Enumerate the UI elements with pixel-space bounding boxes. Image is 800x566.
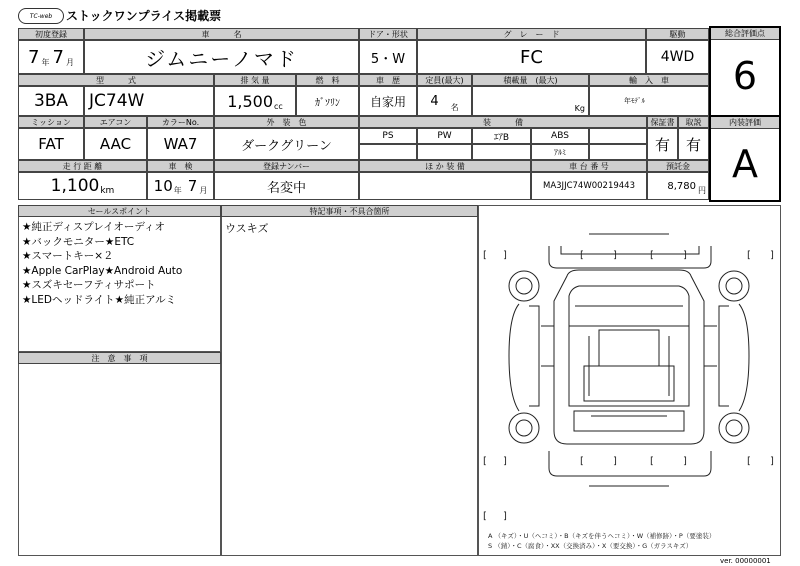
equipment-cell: ｴｱB: [472, 128, 531, 144]
mileage-unit: km: [100, 186, 115, 196]
bracket-label: [: [650, 250, 654, 261]
damage-legend-line-2: S （錆）・C（腐食）・XX（交換済み）・X（要交換）・G（ガラスキズ）: [488, 542, 693, 550]
doors-value: 5・W: [359, 40, 417, 74]
bracket-label: ]: [503, 456, 507, 467]
notes-panel: [221, 205, 478, 556]
label-mission: ミッション: [18, 116, 84, 128]
sales-point-item: ★スズキセーフティサポート: [22, 279, 156, 291]
first-reg-month: 7: [52, 46, 64, 68]
bracket-label: ]: [683, 456, 687, 467]
sales-point-item: ★純正ディスプレイオーディオ: [22, 221, 165, 233]
equipment-cell: [589, 144, 647, 160]
label-overall-rating: 総合評価点: [711, 28, 779, 40]
deposit-number: 8,780: [667, 180, 696, 192]
label-drive: 駆動: [646, 28, 709, 40]
sales-point-item: ★スマートキー×２: [22, 250, 114, 262]
inspection-year-unit: 年: [173, 186, 182, 195]
first-reg-value: [18, 40, 84, 74]
equipment-cell: PS: [359, 128, 417, 144]
overall-rating-value: 6: [732, 54, 758, 98]
bracket-label: [: [483, 511, 487, 522]
first-reg-year: 7: [28, 46, 40, 68]
bracket-label: [: [483, 250, 487, 261]
inspection-month: 7: [187, 177, 198, 195]
mileage-value: [18, 172, 147, 200]
equipment-cell: PW: [417, 128, 472, 144]
inspection-month-unit: 月: [199, 186, 208, 195]
equipment-cell: ABS: [531, 128, 589, 144]
bracket-label: [: [580, 456, 584, 467]
label-reg-number: 登録ナンバー: [214, 160, 359, 172]
label-fuel: 燃 料: [296, 74, 359, 86]
displacement-number: 1,500: [227, 91, 273, 111]
label-exterior-color: 外 装 色: [214, 116, 359, 128]
capacity-value: [417, 86, 472, 116]
model-prefix-value: 3BA: [18, 86, 84, 116]
car-name-value: ジムニーノマド: [84, 40, 359, 74]
caution-title: 注 意 事 項: [18, 352, 221, 364]
equipment-cell: [359, 144, 417, 160]
label-chassis: 車 台 番 号: [531, 160, 647, 172]
label-displacement: 排 気 量: [214, 74, 296, 86]
sales-points-title: セールスポイント: [18, 205, 221, 217]
damage-legend-line-1: A （キズ）・U（ヘコミ）・B（キズを伴うヘコミ）・W（補修跡）・P（要塗装）: [488, 532, 716, 540]
logo: TC-web: [18, 8, 64, 24]
sales-point-item: ★LEDヘッドライト★純正アルミ: [22, 293, 177, 306]
bracket-label: [: [650, 456, 654, 467]
inspection-year: 10: [153, 177, 173, 195]
notes-title: 特記事項・不具合箇所: [221, 205, 478, 217]
label-model: 型 式: [18, 74, 214, 86]
label-equipment: 装 備: [359, 116, 647, 128]
equipment-cell: [417, 144, 472, 160]
equipment-cell: [472, 144, 531, 160]
bracket-label: [: [483, 456, 487, 467]
sales-point-item: ★Apple CarPlay★Android Auto: [22, 264, 183, 277]
grade-value: FC: [417, 40, 646, 74]
equipment-cell: [589, 128, 647, 144]
import-value: [589, 86, 709, 116]
mileage-number: 1,100: [50, 176, 100, 196]
bracket-label: ]: [770, 456, 774, 467]
label-inspection: 車 検: [147, 160, 214, 172]
displacement-unit: cc: [274, 101, 283, 111]
model-code: JC74W: [89, 91, 145, 111]
other-equipment-value: [359, 172, 531, 200]
bracket-label: ]: [503, 511, 507, 522]
reg-number-value: 名変中: [214, 172, 359, 200]
capacity-unit: 名: [450, 102, 459, 112]
sheet-title: ストックワンプライス掲載票: [66, 9, 222, 23]
label-grade: グ レ ー ド: [417, 28, 646, 40]
bracket-label: [: [747, 250, 751, 261]
bracket-label: ]: [613, 250, 617, 261]
caution-panel: [18, 352, 221, 556]
load-value: [472, 86, 589, 116]
label-history: 車 歴: [359, 74, 417, 86]
model-value: [84, 86, 214, 116]
import-model-year-note: 年ﾓﾃﾞﾙ: [624, 97, 645, 105]
label-load: 積載量 (最大): [472, 74, 589, 86]
label-color-no: カラーNo.: [147, 116, 214, 128]
load-unit: Kg: [574, 104, 585, 113]
interior-rating-value: A: [732, 142, 758, 186]
deposit-unit: 円: [698, 185, 706, 195]
label-warranty: 保証書: [647, 116, 678, 128]
inspection-value: [147, 172, 214, 200]
capacity-number: 4: [430, 93, 439, 109]
notes-text: ウスキズ: [225, 222, 269, 235]
bracket-label: [: [747, 456, 751, 467]
label-doors: ドア・形状: [359, 28, 417, 40]
first-reg-year-unit: 年: [41, 57, 50, 67]
label-other-equipment: ほ か 装 備: [359, 160, 531, 172]
bracket-label: [: [580, 250, 584, 261]
label-aircon: エアコン: [84, 116, 147, 128]
equipment-cell: ｱﾙﾐ: [531, 144, 589, 160]
label-first-reg: 初度登録: [18, 28, 84, 40]
drive-value: 4WD: [646, 40, 709, 74]
color-no-value: WA7: [147, 128, 214, 160]
label-deposit: 預託金: [647, 160, 709, 172]
label-car-name: 車 名: [84, 28, 359, 40]
bracket-label: ]: [503, 250, 507, 261]
sales-points-list: [22, 220, 218, 307]
displacement-value: [214, 86, 296, 116]
label-mileage: 走 行 距 離: [18, 160, 147, 172]
bracket-label: ]: [683, 250, 687, 261]
manual-value: 有: [678, 128, 709, 160]
sales-point-item: ★バックモニター★ETC: [22, 235, 135, 248]
exterior-color-value: ダークグリーン: [214, 128, 359, 160]
chassis-value: MA3JJC74W00219443: [531, 172, 647, 200]
version-label: ver. 00000001: [720, 557, 771, 565]
label-import: 輸 入 車: [589, 74, 709, 86]
history-value: 自家用: [359, 86, 417, 116]
warranty-value: 有: [647, 128, 678, 160]
aircon-value: AAC: [84, 128, 147, 160]
fuel-value: ｶﾞｿﾘﾝ: [296, 86, 359, 116]
first-reg-month-unit: 月: [65, 57, 74, 67]
mission-value: FAT: [18, 128, 84, 160]
label-capacity: 定員(最大): [417, 74, 472, 86]
bracket-label: ]: [770, 250, 774, 261]
label-interior-rating: 内装評価: [711, 117, 779, 129]
deposit-value: [647, 172, 709, 200]
car-damage-diagram: [479, 206, 780, 526]
bracket-label: ]: [613, 456, 617, 467]
label-manual: 取説: [678, 116, 709, 128]
